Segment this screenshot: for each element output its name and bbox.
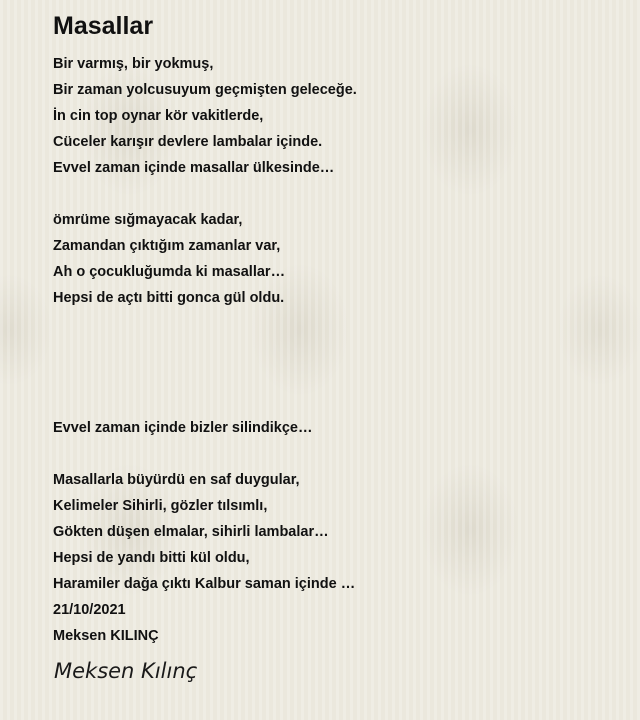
poem-line: Hepsi de yandı bitti kül oldu, — [53, 550, 250, 566]
poem-author: Meksen KILINÇ — [53, 628, 159, 644]
poem-title: Masallar — [53, 12, 154, 40]
poem-line: Zamandan çıktığım zamanlar var, — [53, 238, 281, 254]
poem-body — [53, 51, 613, 649]
poem-date: 21/10/2021 — [53, 602, 126, 618]
poem-line: Bir zaman yolcusuyum geçmişten geleceğe. — [53, 82, 357, 98]
author-signature: Meksen Kılınç — [54, 659, 198, 683]
stanza-1 — [53, 51, 613, 181]
poem-line: Kelimeler Sihirli, gözler tılsımlı, — [53, 498, 268, 514]
stanza-break — [53, 441, 613, 467]
stanza-4 — [53, 467, 613, 649]
poem-line: Evvel zaman içinde bizler silindikçe… — [53, 420, 313, 436]
stanza-break — [53, 181, 613, 207]
stanza-break — [53, 311, 613, 415]
poem-line: İn cin top oynar kör vakitlerde, — [53, 108, 264, 124]
poem-line: Gökten düşen elmalar, sihirli lambalar… — [53, 524, 329, 540]
poem-line: Bir varmış, bir yokmuş, — [53, 56, 214, 72]
poem-line: Masallarla büyürdü en saf duygular, — [53, 472, 300, 488]
poem-line: Hepsi de açtı bitti gonca gül oldu. — [53, 290, 285, 306]
poem-line: ömrüme sığmayacak kadar, — [53, 212, 243, 228]
stanza-2 — [53, 207, 613, 311]
poem-line: Cüceler karışır devlere lambalar içinde. — [53, 134, 323, 150]
poem-line: Haramiler dağa çıktı Kalbur saman içinde … — [53, 576, 356, 592]
poem-line: Ah o çocukluğumda ki masallar… — [53, 264, 286, 280]
poem-line: Evvel zaman içinde masallar ülkesinde… — [53, 160, 335, 176]
stanza-3 — [53, 415, 613, 441]
